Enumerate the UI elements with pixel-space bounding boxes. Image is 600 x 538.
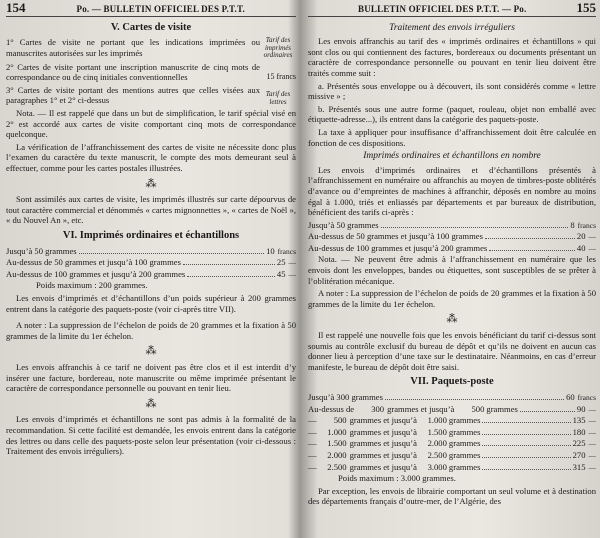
cv-item-3 [6, 85, 296, 106]
paquet-price: 135 [572, 415, 586, 426]
dot-leader [482, 469, 570, 470]
ornament-4: ⁂ [446, 313, 458, 326]
irregular-item-b: b. Présentés sous une autre forme (paquet, rouleau, objet non emballé avec étiquette-adresse...), ils entrent dans la catégorie des paquets-poste. [308, 103, 596, 125]
rate-unit: francs [577, 220, 596, 230]
nota-2: Nota. — Ne peuvent être admis à l’affranchissement en numéraire que les envois dont les enveloppes, bandes ou étiquettes, sont susceptibles de se prêter à l’oblitération mécanique. [308, 254, 596, 286]
poids-maximum-200: Poids maximum : 200 grammes. [36, 280, 148, 291]
paquet-unit-grammes: grammes [486, 403, 518, 414]
irregular-item-a: a. Présentés sous enveloppe ou à découvert, ils sont considérés comme « lettre missive » ; [308, 80, 596, 102]
paquet-price: 315 [572, 461, 586, 472]
rate-label: Au-dessus de 100 grammes et jusqu’à 200 grammes [308, 242, 488, 253]
paquet-from-value: 500 [333, 415, 347, 426]
nota-1: Nota. — Il est rappelé que dans un but de simplification, le tarif spécial visé en 2° est accordé aux cartes de visite comportant cinq mots de correspondance quelconque. [6, 108, 296, 140]
rate-unit: — [288, 269, 296, 279]
dot-leader [79, 253, 264, 254]
paquet-price-unit: — [588, 450, 596, 460]
section-6-title: VI. Imprimés ordinaires et échantillons [62, 230, 240, 241]
paquet-row [308, 427, 596, 439]
paquet-price: 225 [572, 438, 586, 449]
rate-label: Jusqu’à 50 grammes [6, 245, 77, 256]
envois-poids-paragraph: Les envois d’imprimés et d’échantillons d’un poids supérieur à 200 grammes entrent dans la catégorie des paquets-poste (voir ci-après titre VII). [6, 292, 296, 314]
paquet-from-value: 1.000 [327, 426, 347, 437]
left-running-head [6, 0, 296, 17]
dot-leader [482, 457, 570, 458]
left-head-title: Po. — BULLETIN OFFICIEL DES P.T.T. [76, 4, 245, 14]
paquet-price-unit: — [588, 462, 596, 472]
rate-unit: — [588, 232, 596, 242]
paquet-from-label: — [308, 449, 317, 460]
rate-label: Jusqu’à 50 grammes [308, 219, 379, 230]
rate-unit: — [288, 258, 296, 268]
paquet-row [308, 392, 596, 404]
rate-row [6, 246, 296, 258]
ornament-3: ⁂ [145, 397, 157, 410]
paquet-from-value: 2.000 [327, 449, 347, 460]
paquet-price-unit: francs [577, 393, 596, 402]
ornament-2: ⁂ [145, 345, 157, 358]
paquet-row [308, 415, 596, 427]
dot-leader [485, 238, 575, 239]
paquet-unit-grammes: grammes [448, 449, 481, 460]
rate-value: 45 [276, 268, 286, 279]
paquet-to-value: 2.500 [427, 449, 447, 460]
paquet-to-value: 3.000 [427, 461, 447, 472]
dot-leader [183, 264, 275, 265]
paquet-price-unit: — [588, 416, 596, 426]
cv-item-3-text: 3° Cartes de visite portant des mentions autres que celles visées aux paragraphes 1° et 2° ci-dessus [6, 84, 260, 106]
verification-paragraph: La vérification de l’affranchissement des cartes de visite ne nécessite donc plus l’examen du caractère du texte manuscrit, le compte des mots demeurant seul à effectuer, comme pour les cartes postales illustrées. [6, 141, 296, 174]
cv-item-1-text: 1° Cartes de visite ne portant que les indications imprimées ou manuscrites autorisées sur les imprimés [6, 37, 260, 58]
paquet-unit-grammes: grammes [448, 415, 481, 426]
paquet-mid: grammes et jusqu’à [349, 415, 417, 426]
a-noter-2: A noter : La suppression de l’échelon de poids de 20 grammes et la fixation à 50 grammes de la limite du 1er échelon. [308, 288, 596, 309]
cv-item-1 [6, 37, 296, 60]
paquet-from-label: — [308, 461, 317, 472]
dot-leader [482, 445, 570, 446]
rate-label: Au-dessus de 50 grammes et jusqu’à 100 grammes [308, 231, 483, 242]
paquet-unit-grammes: grammes [448, 438, 481, 449]
paquet-to-value: 1.500 [427, 426, 447, 437]
dot-leader [520, 411, 575, 412]
en-nombre-rate-table [308, 220, 596, 255]
dot-leader [187, 276, 275, 277]
left-page [6, 0, 300, 538]
dot-leader [381, 227, 569, 228]
irregular-paragraph: Les envois affranchis au tarif des « imprimés ordinaires et échantillons » qui sont clos ou qui contiennent des factures, bordereaux ou documents présentant un caractère de correspondance personnelle ou pouvant en tenir lieu doivent être traités comme suit : [308, 36, 596, 78]
rate-row [308, 231, 596, 243]
paquet-price: 180 [572, 426, 586, 437]
right-page [308, 0, 596, 538]
paquet-from-value: 300 [371, 403, 385, 414]
paquet-from-value: 1.500 [327, 438, 347, 449]
rate-row [6, 269, 296, 281]
rate-row [6, 257, 296, 269]
paquet-mid: grammes et jusqu’à [349, 461, 417, 472]
right-page-number: 155 [576, 0, 596, 15]
cv-item-2 [6, 62, 296, 83]
affranchis-paragraph: Les envois affranchis à ce tarif ne doivent pas être clos et il est interdit d’y insérer une facture, bordereau, note manuscrite ou même imprimée présentant le caractère de correspondance personnelle ou pouvant en tenir lieu. [6, 361, 296, 394]
paquet-row [308, 462, 596, 474]
exception-paragraph: Par exception, les envois de librairie comportant un seul volume et à destination des départements français d’outre-mer, de l’Algérie, des [308, 485, 596, 507]
right-running-head [308, 0, 596, 17]
paquet-to-value: 2.000 [427, 438, 447, 449]
right-head-title: BULLETIN OFFICIEL DES P.T.T. — Po. [358, 4, 527, 14]
rate-row [308, 243, 596, 255]
dot-leader [482, 434, 570, 435]
paquet-from-label: Au-dessus de [308, 403, 355, 414]
paquet-from-label: — [308, 438, 317, 449]
rate-value: 8 [570, 219, 575, 230]
rappel-paragraph: Il est rappelé une nouvelle fois que les envois bénéficiant du tarif ci-dessus sont soumis au contrôle exclusif du bureau de dépôt et qu’ils ne doivent en aucun cas donner lieu à perception d’une taxe sur le destinataire. Néanmoins, en cas d’erreur manifeste, le bureau de dépôt doit être saisi. [308, 330, 596, 372]
recommandation-paragraph: Les envois d’imprimés et échantillons ne sont pas admis à la formalité de la recommandation. Si cette facilité est demandée, les envois entrent dans la catégorie des lettres ou dans celle des paquets-poste selon leur présentation (voir ci-dessous : Traitement des envois irréguliers). [6, 414, 296, 457]
irregular-title: Traitement des envois irréguliers [389, 22, 515, 33]
paquet-unit-grammes: grammes [448, 461, 481, 472]
rate-row [308, 220, 596, 232]
paquet-mid: grammes et jusqu’à [387, 403, 455, 414]
dot-leader [385, 399, 564, 400]
paquet-price: 90 [576, 403, 586, 414]
paquet-to-value: 1.000 [427, 415, 447, 426]
assimilation-paragraph: Sont assimilés aux cartes de visite, les imprimés illustrés sur carte dépourvus de tout caractère commercial et dénommés « cartes mignonnettes », « cartes de Noël », « du Nouvel An », etc. [6, 194, 296, 226]
paquet-mid: grammes et jusqu’à [349, 438, 417, 449]
paquet-price-unit: — [588, 427, 596, 437]
cv-item-2-text: 2° Cartes de visite portant une inscription manuscrite de cinq mots de correspondance ou de cinq initiales conventionnelles [6, 61, 260, 83]
paquet-price: 270 [572, 449, 586, 460]
paquet-row [308, 438, 596, 450]
en-nombre-title: Imprimés ordinaires et échantillons en nombre [363, 151, 541, 162]
a-noter-1: A noter : La suppression de l’échelon de poids de 20 grammes et la fixation à 50 grammes de la limite du 1er échelon. [6, 320, 296, 341]
paquet-to-value: 500 [471, 403, 485, 414]
paquet-from-value: 2.500 [327, 461, 347, 472]
dot-leader [482, 422, 570, 423]
rate-value: 20 [576, 231, 586, 242]
rate-label: Au-dessus de 100 grammes et jusqu’à 200 grammes [6, 268, 186, 279]
paquet-price: 60 [566, 392, 575, 402]
cv-item-1-tariff: Tarif des imprimés ordinaires [263, 36, 293, 60]
rate-value: 25 [276, 257, 286, 268]
dot-leader [489, 250, 575, 251]
paquet-price-unit: — [588, 439, 596, 449]
taxe-paragraph: La taxe à appliquer pour insuffisance d’affranchissement doit être calculée en fonction de ces dispositions. [308, 126, 596, 148]
rate-unit: francs [277, 246, 296, 256]
paquet-label: Jusqu’à 300 grammes [308, 392, 383, 402]
cv-item-2-price: 15 francs [266, 72, 296, 82]
rate-value: 10 [266, 245, 275, 256]
paquet-mid: grammes et jusqu’à [349, 426, 417, 437]
section-7-title: VII. Paquets-poste [410, 376, 494, 388]
poids-maximum-3000: Poids maximum : 3.000 grammes. [338, 473, 456, 484]
paquet-from-label: — [308, 415, 317, 426]
left-page-number: 154 [6, 0, 26, 15]
rate-value: 40 [576, 242, 586, 253]
paquets-rate-table [308, 392, 596, 473]
ornament-1: ⁂ [145, 177, 157, 190]
section-5-title: V. Cartes de visite [110, 21, 192, 33]
paquet-from-label: — [308, 426, 317, 437]
paquet-row [308, 450, 596, 462]
paquet-mid: grammes et jusqu’à [349, 449, 417, 460]
imprimes-rate-table [6, 246, 296, 281]
cv-item-3-tariff: Tarif des lettres [265, 90, 291, 106]
rate-label: Au-dessus de 50 grammes et jusqu’à 100 grammes [6, 257, 181, 268]
paquet-price-unit: — [588, 404, 596, 414]
paquet-row [308, 404, 596, 416]
en-nombre-paragraph: Les envois d’imprimés ordinaires et d’échantillons présentés à l’affranchissement en numéraire ou affranchis au moyen de timbres-poste oblitérés d’avance ou d’empreintes de machines à affranchir, déposés en nombre au moins égal à 1.000, triés et enliassés par départements et par bureaux de distribution, bénéficient des tarifs ci-après : [308, 164, 596, 218]
rate-unit: — [588, 243, 596, 253]
paquet-unit-grammes: grammes [448, 426, 481, 437]
